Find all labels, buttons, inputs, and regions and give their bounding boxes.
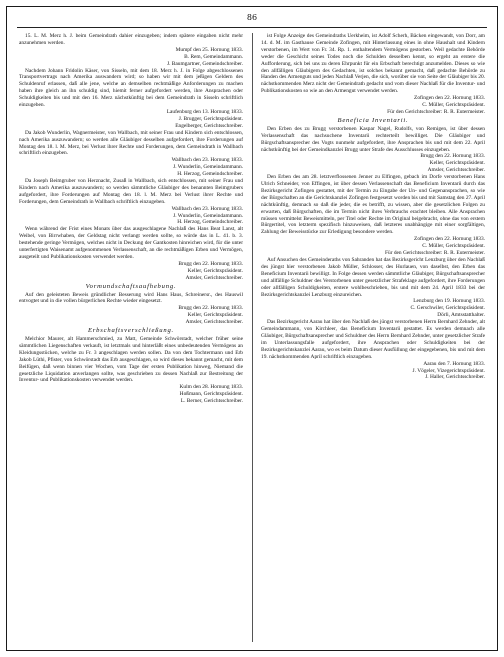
header-rule	[17, 27, 487, 28]
notice-paragraph: Nachdem Johann Fridolin Käser, von Sisseln, mit dem 18. Merz h. J. in Folge abgeschlossenen Transportvertrags nach Amerika auswandern wird; so haben wir mit dem jeßigen Geldern des Schuldenruf erlassen, daß alle jene, welche an demselben rechtmäßige Anforderungen zu machen haben ihre gleich an ihn schuldig sind, hiemit ferner aufgefordert werden, ihre Ansprachen oder Schuldigkeiten bis und mit den 16. Merz nächstkünftig bei dem Gemeindrath in Sisseln schriftlich einzugeben.	[19, 67, 243, 109]
signature-line: Für den Gerichtschreiber: R. R. Eutermeister.	[387, 108, 485, 115]
signature-line: J. Wunderlin, Gemeindammann.	[173, 164, 243, 171]
section-heading: Erbschaftsverschließung.	[87, 327, 175, 335]
notice-paragraph: Da Joseph Beimgruber von Herznacht, Zusaß in Wallbach, sich entschlossen, mit seiner Frau und Kindern nach Amerika auszuwandern; so werden sämmtliche Gläubiger des benannten Beimgrubers aufgefordert, ihre Forderungen auf Montag den 18. l. M. Merz bei Verlust ihrer Rechte und Forderungen, dem Gemeindrath in Wallbach schriftlich einzugeben.	[19, 178, 243, 205]
signature-line: Brugg den 22. Hornung 1833.	[420, 153, 485, 160]
signature-line: B. Rem, Gemeindammann.	[184, 53, 243, 60]
notice-paragraph: 15. L. M. Merz h. J. beim Gemeindrath dahier einzugeben; indem spätere eingaben nicht mehr anzunehmen werden.	[19, 33, 243, 46]
signature-line: Brugg den 22. Hornung 1833.	[178, 260, 243, 267]
signature-line: Lenzburg den 19. Hornung 1833.	[413, 298, 485, 305]
signature-line: Engelberger, Gerichtsschreiber.	[175, 122, 243, 129]
signature-line: Kulm den 28. Hornung 1833.	[179, 384, 243, 391]
signature-line: H. Herzog, Gemeindschreiber.	[177, 171, 243, 178]
signature-line: C. Müller, Gerichtspräsident.	[422, 243, 485, 250]
notice-paragraph: ist Folge Anzeige des Gemeindraths Uerkheim, ist Adolf Scherh, Bäcken eingewandt, von Dorr, am 14. d. M. im Gasthause Gemeinde Zofingen, mit Hinterlassung eines in ohne Haushalt und Kindern verstorbenen, im Wert von Fr. 34. Rp. 1. enthaltendem Vermögens gestorben. Weil gedachte Behörde weder die Geschicht seines Todes noch die Schulden desselben kennt, so ergeht an erstere die Aufforderung, sich bei uns zu deren Ehrpunkt für ein Erbschaft berechtigt anzumelden. Dieses so wie den allfälligen Gläubigern des Gedachten, ist solches bekannt gemacht, daß gedachte Behörde zu Handen des Armenguts und jeden Nachlaß Verjen, die sich, worüber sie von Seite der Gläubiger bis 20. nächstkommenden Merz nicht der Gemeindrath gedacht und vom dieser Nachlaß für die Inventur- und Publikationskosten so wie an den Armengut verwendet werden.	[261, 33, 485, 95]
signature-line: Laufenburg den 13. Hornung 1833.	[166, 108, 243, 115]
signature-line: Amsler, Gerichtsschreiber.	[185, 274, 243, 281]
signature-line: Für den Gerichtsschreiber: R. R. Eutermeister.	[385, 250, 485, 257]
signature-line: Dörli, Amtsstatthalter.	[437, 312, 485, 319]
signature-line: Aarau den 7. Hornung 1833.	[423, 360, 485, 367]
notice-paragraph: Melchior Maurer, alt Hammerschmied, zu Matt, Gemeinde Schwörstadt, welcher früher seine sämmtlichen Liegenschaften verkauft, ist letztmals und hinterläßt eines unbedeutenden Vermögens an Kleidungsstücken, welche zu Fr. 3 angeschlagen werden sollen. Da von dem Tochtermann und Erb Jakob Lüthi, Pfister, von Schwörstadt das Erb ausgeschlagen, so wird dieses bekannt gemacht, mit dem Beifügen, daß wenn binnen vier Wochen, vom Tage der ersten Publikation hinweg, Niemand die gesetzliche Liquidation anverlangen sollte, was geschrieben zu dessen Nachlaß zur Bestreitung der Inventur- und Publikationskosten verwendet werden.	[19, 335, 243, 384]
right-column	[261, 33, 485, 644]
signature-line: Brugg den 22. Hornung 1833.	[178, 305, 243, 312]
notice-paragraph: Den Erben des am 28. letztverflossenen Jenner zu Elfingen, gebach im Dorfe verstorbenen Hans Ulrich Schneider, von Effingen, ist über dessen Verlassenschaft das Beneficium Inventarii durch das Bezirksgericht Zofingen gestattet, mit der Termin zu Eingabe der Un- und Gegenansprachen, so wie der Bürgschaften an die Gerichtskanzlei Zofingen festgesetzt worden bis und mit Samstag den 27. April nächtkünftig, demnach so daß die jeder, die es betrifft, zu wissen, aber die gesetzlichen Folgen zu erwarten, daß Bürgschaften, die im Termin nicht ihres Verbrauchs erachtet bleiben. Alle Ansprachen müssen vermittelst Beweismitteln, per Titel oder Rechte im Original beigebracht, ohne das von erstern Bürgertitel, von letzterm spezifisch hinzuweisen, daß letzteres unabhängige mit einer sorgfältigen, Zahlung der Beweisstücke zur Erledigung besondere werden.	[261, 174, 486, 236]
signature-line: Zofingen den 22. Hornung 1833.	[414, 95, 485, 102]
signature-line: L. Berner, Gerichtsschreiber.	[180, 398, 243, 405]
section-heading: Vormundschaftsaufhebung.	[85, 282, 177, 290]
signature-line: Amsler, Gerichtsschreiber.	[185, 319, 243, 326]
notice-paragraph: Wenn während der Frist eines Monats über das ausgeschlagene Nachlaß des Hans Beat Lanst, alt Weibel, von Birrwhaben, der Geldstag nicht verlangt werden sollte, so würde das in L. 41. b. 3. bestehende geringe Vermögen, welches nicht in Deckung der Gantkosten hinreichen wird, für die unter unterfertigten Waisenamt aufgenommenen Verlassenschaft, an die rechtmäßigen Erben und Vermögen, ausgeteilt und Publikationskosten verwendet werden.	[19, 226, 243, 260]
signature-line: J. Wunderlin, Gemeindammann.	[173, 212, 243, 219]
gazette-page	[6, 6, 498, 651]
signature-line: Wallbach den 23. Hornung 1833.	[171, 157, 243, 164]
left-column	[19, 33, 243, 644]
signature-line: J. Vögeler, Vizegerichtspräsident.	[412, 367, 485, 374]
signature-line: H. Herzog, Gemeindschreiber.	[177, 219, 243, 226]
signature-line: J. Brugger, Gerichtspräsident.	[178, 115, 243, 122]
signature-line: Keller, Gerichtspräsident.	[187, 312, 243, 319]
page-number: 86	[246, 13, 258, 22]
signature-line: Keller, Gerichtspräsident.	[429, 160, 485, 167]
signature-line: Keller, Gerichtspräsident.	[187, 267, 243, 274]
notice-paragraph: Auf den geleisteten Beweis gründlicher Besserung wird Hans Haus, Schreinersr., des Hauswil entvogtet und in die vollen bürgerlichen Rechte wieder eingesetzt.	[19, 291, 243, 305]
signature-line: Hoßmann, Gerichtspräsident.	[179, 391, 243, 398]
signature-line: C. Müller, Gerichtspräsident.	[422, 102, 485, 109]
notice-paragraph: Das Bezirksgericht Aarau hat über den Nachlaß des jüngst verstorbenen Herrn Bernhard Zehnder, alt Gemeindammann, von Kirchleer, das Beneficium Inventarii gestattet. Es werden demnach alle Gläubiger, Bürgschaftsansprecher und Schuldner des Herrn Bernhard Zehnder, unter gesetzlicher Strafe im Unterlassungsfalle aufgefordert, ihre Ansprachen oder Schuldigkeiten bei der Bezirksgerichtskanzlei Aarau, wo es beim Datum dieser Ausfüllung der eingegebenen, bis und mit dem 19. nächstkommenden April schriftlich einzugeben.	[261, 319, 485, 360]
signature-line: Wallbach den 23. Hornung 1833.	[171, 205, 243, 212]
column-divider	[252, 33, 253, 642]
signature-line: C. Gerschwiler, Gerichtspräsident.	[410, 305, 485, 312]
signature-line: Zofingen den 22. Hornung 1833.	[414, 236, 485, 243]
notice-paragraph: Auf Ansuchen des Gemeinderaths von Sahranden hat das Bezirksgericht Lenzburg über den Nachlaß des jüngst hier verstorbenen Jakob Müller, Schlosser, des Hurlauen, von daselbst, den Erben das Beneficium Inventarii bewilligt. In Folge dessen werden sämmtliche Gläubiger, Bürgschaftsansprecher und allfällige Schuldner des Verstorbenen unter gesetzlicher Strafeklage aufgefordert, ihre Forderungen oder allfälligen Schuldigkeiten, erstere wohlbeschrieben, bis und mit dem 24. April 1833 bei der Bezirksgerichtskanzlei Lenzburg einzureichen.	[261, 257, 485, 298]
section-heading: Beneficia Inventarii.	[337, 116, 409, 124]
signature-line: J. Baumgartner, Gemeindschreiber.	[167, 60, 243, 67]
notice-paragraph: Den Erben des zu Brugg verstorbenen Kaspar Nagel, Rudolfs, von Remigen, ist über dessen Verlassenschaft das nachsuchene Inventarii rechterteilt bewilliget. Die Gläubiger und Bürgschaftsansprecher des Vogts nunmehr aufgefordert, ihre Ansprachen bis und mit dem 22. April nächstkünftig bei der Gemeindkanzlei Brugg unter Strafe des Ausschlusses einzugeben.	[261, 125, 485, 153]
signature-line: Mumpf den 25. Hornung 1833.	[175, 46, 243, 53]
notice-paragraph: Da Jakob Wunderlin, Wagnermeister, von Wallbach, mit seiner Frau und Kindern sich entschlossen, nach Amerika auszuwandern; so werden alle Gläubiger desselben aufgefordert, ihre Forderungen auf Montag den 18. l. M. Merz, bei Verlust ihrer Rechte und Forderungen, dem Gemeindrath in Wallbach schriftlich einzugeben.	[19, 129, 243, 157]
signature-line: J. Haller, Gerichtsschreiber.	[425, 374, 485, 381]
signature-line: Amsler, Gerichtsschreiber.	[427, 167, 485, 174]
